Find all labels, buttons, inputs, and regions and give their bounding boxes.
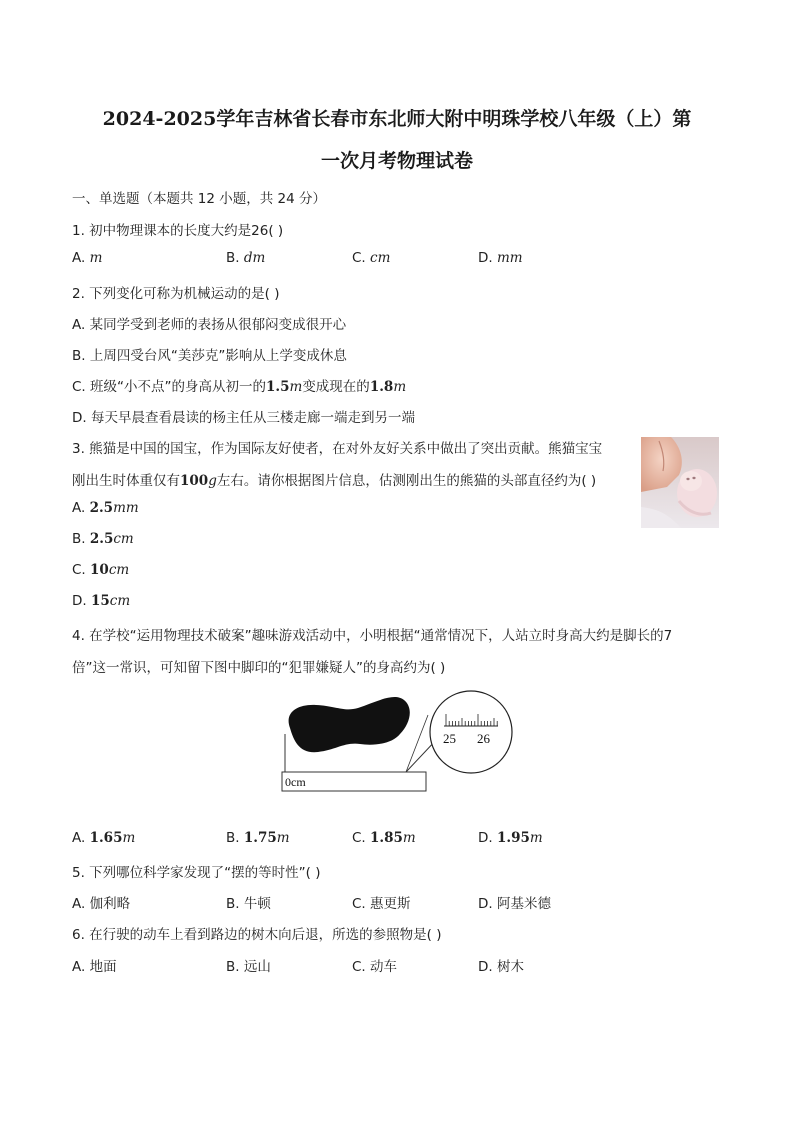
question-6-option-c: C. 动车	[352, 959, 398, 975]
question-5-option-b: B. 牛顿	[226, 896, 271, 912]
ruler-tick-label-25: 25	[443, 731, 456, 746]
question-1-option-d: D. mm	[478, 250, 523, 266]
ruler-zero-label: 0cm	[285, 775, 306, 789]
question-4-option-d: D. 1.95m	[478, 830, 543, 846]
question-5-option-d: D. 阿基米德	[478, 896, 551, 912]
question-2-option-c: C. 班级“小不点”的身高从初一的1.5m变成现在的1.8m	[72, 379, 407, 395]
question-3-option-c: C. 10cm	[72, 562, 130, 578]
question-2-option-d: D. 每天早晨查看晨读的杨主任从三楼走廊一端走到另一端	[72, 410, 415, 426]
question-3-option-d: D. 15cm	[72, 593, 131, 609]
question-1-option-b: B. dm	[226, 250, 266, 266]
question-1-stem: 1. 初中物理课本的长度大约是26( )	[72, 223, 284, 239]
section-heading: 一、单选题（本题共 12 小题，共 24 分）	[72, 191, 327, 207]
question-4-stem-line-1: 4. 在学校“运用物理技术破案”趣味游戏活动中，小明根据“通常情况下，人站立时身高大约是脚长的7	[72, 628, 673, 644]
question-3-option-a: A. 2.5mm	[72, 500, 139, 516]
question-5-option-a: A. 伽利略	[72, 896, 131, 912]
question-1-option-a: A. m	[72, 250, 103, 266]
question-6-option-d: D. 树木	[478, 959, 524, 975]
question-2-stem: 2. 下列变化可称为机械运动的是( )	[72, 286, 280, 302]
question-6-stem: 6. 在行驶的动车上看到路边的树木向后退，所选的参照物是( )	[72, 927, 442, 943]
exam-title-line-1: 2024-2025学年吉林省长春市东北师大附中明珠学校八年级（上）第	[102, 108, 692, 130]
ruler-tick-label-26: 26	[477, 731, 490, 746]
question-6-option-b: B. 远山	[226, 959, 271, 975]
footprint-figure	[278, 690, 518, 795]
question-3-stem-line-1: 3. 熊猫是中国的国宝，作为国际友好使者，在对外友好关系中做出了突出贡献。熊猫宝宝	[72, 441, 603, 457]
question-5-option-c: C. 惠更斯	[352, 896, 411, 912]
question-1-option-c: C. cm	[352, 250, 391, 266]
question-3-option-b: B. 2.5cm	[72, 531, 134, 547]
question-4-stem-line-2: 倍”这一常识，可知留下图中脚印的“犯罪嫌疑人”的身高约为( )	[72, 660, 446, 676]
question-3-stem-line-2: 刚出生时体重仅有100g左右。请你根据图片信息，估测刚出生的熊猫的头部直径约为( )	[72, 473, 597, 489]
footprint-shape	[289, 697, 410, 752]
question-5-stem: 5. 下列哪位科学家发现了“摆的等时性”( )	[72, 865, 321, 881]
question-4-option-c: C. 1.85m	[352, 830, 416, 846]
question-2-option-a: A. 某同学受到老师的表扬从很郁闷变成很开心	[72, 317, 347, 333]
exam-title-line-2: 一次月考物理试卷	[320, 150, 473, 172]
question-4-option-b: B. 1.75m	[226, 830, 290, 846]
question-4-option-a: A. 1.65m	[72, 830, 136, 846]
question-6-option-a: A. 地面	[72, 959, 117, 975]
question-2-option-b: B. 上周四受台风“美莎克”影响从上学变成休息	[72, 348, 347, 364]
panda-baby-photo	[641, 437, 719, 528]
